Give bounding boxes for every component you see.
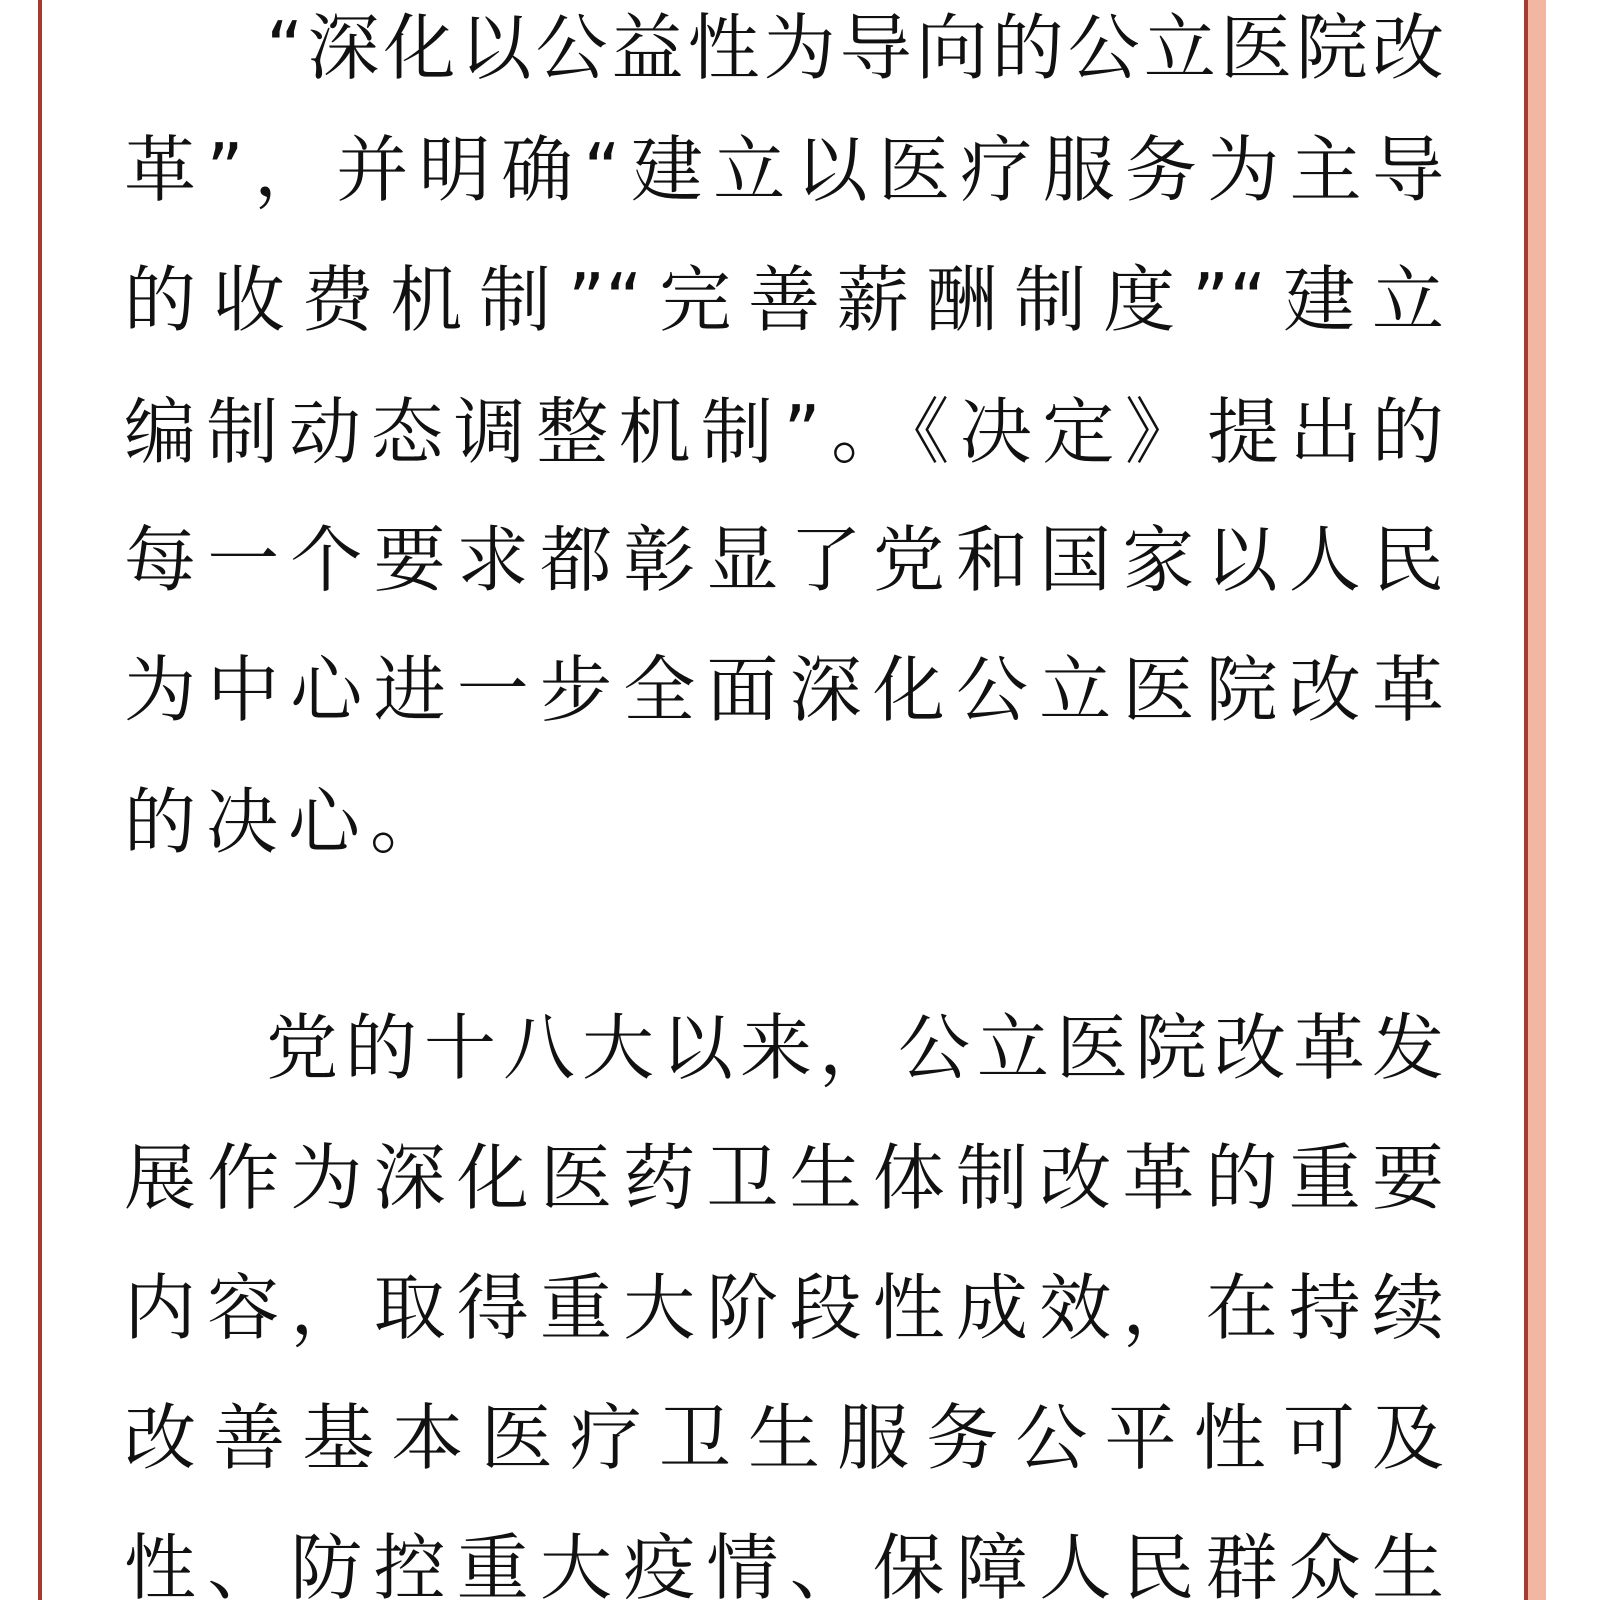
paragraph-2-line-1: 党的十八大以来，公立医院改革发 <box>266 1006 1444 1090</box>
article-body <box>124 0 1444 1600</box>
paragraph-1-line-4: 编制动态调整机制”。《决定》提出的 <box>124 390 1444 474</box>
paragraph-1-line-3: 的收费机制”“完善薪酬制度”“建立 <box>124 258 1444 342</box>
paragraph-1-line-6: 为中心进一步全面深化公立医院改革 <box>124 648 1444 732</box>
paragraph-2-line-3: 内容，取得重大阶段性成效，在持续 <box>124 1266 1444 1350</box>
paragraph-1-line-7: 的决心。 <box>124 780 453 864</box>
left-border-line <box>38 0 42 1600</box>
paragraph-1-line-1: “深化以公益性为导向的公立医院改 <box>266 6 1444 90</box>
paragraph-2-line-2: 展作为深化医药卫生体制改革的重要 <box>124 1136 1444 1220</box>
paragraph-2-line-5: 性、防控重大疫情、保障人民群众生 <box>124 1526 1444 1600</box>
paragraph-2-line-4: 改善基本医疗卫生服务公平性可及 <box>124 1396 1444 1480</box>
paragraph-1-line-2: 革”，并明确“建立以医疗服务为主导 <box>124 128 1444 212</box>
right-accent-strip <box>1528 0 1546 1600</box>
right-margin <box>1546 0 1600 1600</box>
paragraph-1-line-5: 每一个要求都彰显了党和国家以人民 <box>124 518 1444 602</box>
